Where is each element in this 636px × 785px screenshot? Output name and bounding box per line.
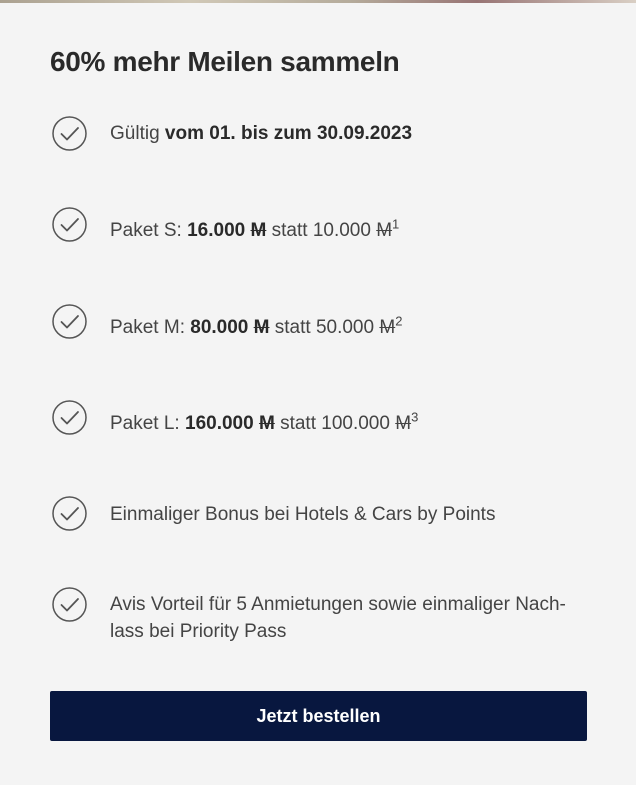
- page-title: 60% mehr Meilen sammeln: [50, 46, 400, 77]
- check-circle-icon: [52, 400, 85, 433]
- benefit-item-package-s: [52, 207, 400, 241]
- check-circle-icon: [52, 116, 85, 149]
- check-circle-icon: [52, 207, 85, 240]
- benefit-text: Paket L: 160.000 M statt 100.000 $M^3$: [110, 409, 419, 434]
- check-circle-icon: [52, 587, 85, 620]
- check-circle-icon: [52, 304, 85, 337]
- benefit-item-hotels-cars: [52, 496, 496, 529]
- benefit-text: Einmaliger Bonus bei Hotels & Cars by Points: [110, 504, 496, 525]
- benefit-item-validity: [52, 116, 413, 149]
- benefit-item-avis-priority: [52, 587, 566, 642]
- benefit-text: Gültig vom 01. bis zum 30.09.2023: [110, 123, 413, 144]
- order-now-button[interactable]: Jetzt bestellen: [50, 691, 587, 741]
- header-image-strip: [0, 0, 636, 3]
- benefit-item-package-m: [52, 304, 403, 338]
- check-circle-icon: [52, 496, 85, 529]
- benefit-text: Paket M: 80.000 M statt 50.000 $M^2$: [110, 313, 403, 338]
- benefit-item-package-l: [52, 400, 419, 434]
- benefit-text: Paket S: 16.000 M statt 10.000 $M^1$: [110, 216, 400, 241]
- benefit-text: Avis Vorteil für 5 Anmietungen sowie einmaliger Nach-lass bei Priority Pass: [110, 594, 566, 642]
